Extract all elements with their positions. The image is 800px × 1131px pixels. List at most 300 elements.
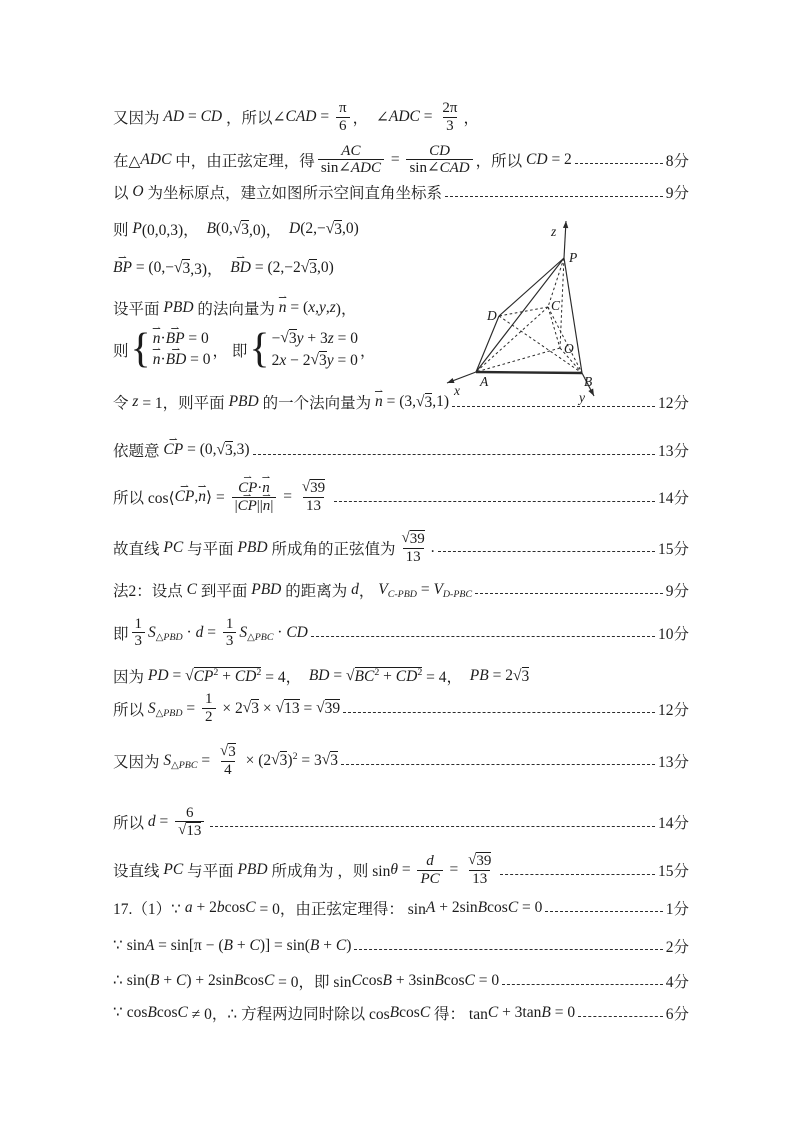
denominator	[336, 117, 350, 135]
denominator	[232, 497, 277, 515]
radical-sign: √	[185, 666, 194, 684]
math-variable: C	[177, 1003, 188, 1021]
math-variable: a	[184, 898, 193, 916]
text-run: ,0)	[342, 220, 359, 238]
radicand: 3	[319, 352, 327, 370]
solution-line	[113, 665, 689, 687]
denominator	[469, 870, 490, 888]
radicand: 39	[476, 853, 492, 870]
text-run: cos	[443, 971, 465, 989]
figure-hidden-edge-CD	[499, 307, 548, 316]
text-run: 所成角为 ，则 sin	[267, 863, 391, 881]
figure-edge-AB	[476, 372, 582, 373]
text-run: ,	[315, 299, 319, 317]
text-run: = 2	[547, 150, 572, 168]
math-variable: C	[487, 1003, 499, 1021]
solution-line	[113, 970, 689, 992]
vector: BP ⇀	[113, 259, 132, 277]
numerator	[223, 616, 237, 633]
equation-row	[272, 329, 358, 348]
superscript: 2	[417, 666, 423, 678]
radical-sign: √	[173, 258, 183, 276]
text-run: 又因为	[113, 110, 164, 128]
solution-line	[113, 743, 689, 779]
math-variable: B	[382, 971, 392, 989]
radical-sign: √	[401, 529, 410, 546]
text-run: =	[397, 861, 415, 879]
figure-label-C: C	[551, 298, 561, 313]
text-run: =	[168, 667, 186, 685]
equation-system	[249, 325, 359, 372]
radicand: 3	[251, 700, 260, 718]
text-run: ，	[352, 110, 376, 128]
text-run: 则	[113, 222, 133, 240]
score-label: 6分	[665, 1005, 689, 1023]
vector: CP ⇀	[175, 488, 195, 506]
fraction	[232, 480, 277, 515]
solution-content	[113, 0, 689, 1024]
text-run: 4	[224, 761, 232, 778]
text-run: ，	[463, 110, 479, 128]
text-run: +	[379, 667, 396, 685]
math-variable: AD	[163, 108, 185, 126]
math-variable: B	[434, 971, 444, 989]
denominator	[223, 632, 237, 650]
text-run: +	[159, 971, 176, 989]
fraction	[417, 853, 442, 888]
solution-line	[113, 805, 689, 841]
text-run: 因为	[113, 669, 148, 687]
score-label: 4分	[665, 973, 689, 991]
text-run: = (	[286, 299, 309, 317]
text-run: π	[339, 100, 347, 116]
subscript: △PBC	[171, 760, 198, 772]
text-run: = 1，则平面	[138, 395, 229, 413]
radical-sign: √	[216, 440, 225, 458]
math-variable: CD	[429, 142, 450, 159]
text-run: ·	[182, 623, 196, 641]
numerator	[399, 530, 428, 548]
subscript: C-PBD	[387, 589, 417, 601]
math-variable: P	[132, 220, 142, 238]
score-label: 12分	[657, 701, 689, 719]
radical-sign: √	[416, 392, 425, 410]
radical-sign: √	[232, 219, 242, 237]
text-run: 的一个法向量为	[258, 395, 375, 413]
math-variable: AC	[341, 142, 361, 159]
text-run: 中，由正弦定理，得	[171, 152, 315, 170]
text-run: =	[299, 699, 317, 717]
numerator	[202, 691, 216, 708]
text-run: 法2：设点	[113, 582, 187, 600]
math-variable: BC	[354, 667, 375, 685]
numerator	[336, 100, 350, 117]
math-variable: C	[351, 971, 362, 989]
text-run: 3	[446, 117, 454, 134]
text-run: 以	[113, 185, 133, 203]
math-variable: B	[206, 220, 216, 238]
text-run: ∴ sin(	[113, 972, 150, 990]
sqrt	[416, 393, 432, 412]
vector: BD ⇀	[166, 351, 187, 369]
text-run: ⟩ =	[206, 488, 229, 506]
vector: n ⇀	[279, 299, 287, 317]
math-variable: B	[150, 971, 160, 989]
radical-sign: √	[219, 742, 229, 759]
solution-line	[113, 852, 689, 888]
math-variable: CD	[395, 667, 418, 685]
radical-sign: √	[280, 329, 289, 347]
score-label: 9分	[665, 582, 689, 600]
text-run: (0,0,3)，	[141, 222, 207, 240]
text-run: 13	[405, 548, 421, 565]
math-variable: PBD	[237, 861, 268, 879]
text-run: ·	[273, 623, 287, 641]
math-variable: CD	[200, 108, 223, 126]
figure-label-x: x	[454, 383, 460, 398]
subscript: D-PBC	[442, 589, 473, 601]
text-run: = (0,	[183, 441, 217, 459]
dotted-leader	[475, 591, 663, 594]
score-label: 2分	[665, 938, 689, 956]
text-run: ×	[259, 699, 276, 717]
denominator	[303, 497, 324, 515]
text-run: 与平面	[183, 863, 238, 881]
figure-axis-arrowhead-y	[588, 389, 594, 396]
radicand	[194, 667, 262, 686]
math-variable: y	[318, 299, 326, 317]
text-run: )	[287, 751, 293, 769]
text-run: 得： tan	[430, 1005, 488, 1023]
superscript: 2	[256, 666, 262, 678]
text-run: cos	[399, 1003, 420, 1021]
text-run: 2π	[442, 100, 458, 116]
text-run: 设直线	[113, 863, 164, 881]
fraction	[318, 143, 384, 178]
text-run: cos	[224, 898, 246, 916]
text-run: +	[319, 936, 336, 954]
text-run: 6	[186, 804, 194, 821]
math-variable: V	[378, 580, 388, 598]
text-run: ，所以	[475, 152, 527, 170]
text-run: − 2	[286, 351, 311, 369]
sqrt	[302, 479, 325, 497]
text-run: +	[218, 667, 235, 685]
math-variable: V	[433, 580, 443, 598]
solution-line	[113, 100, 689, 135]
subscript: △PBD	[155, 632, 183, 644]
figure-axis-arrowhead-z	[563, 221, 568, 228]
figure-label-A: A	[480, 374, 489, 389]
text-run: 设平面	[113, 301, 164, 319]
math-variable: A	[425, 898, 436, 916]
vector: n ⇀	[263, 498, 271, 515]
text-run: 所以	[113, 815, 148, 833]
score-label: 1分	[665, 900, 689, 918]
math-variable: S	[163, 751, 172, 769]
text-run: =	[197, 751, 214, 769]
text-run: ,	[194, 488, 199, 506]
math-variable: S	[239, 623, 248, 641]
numerator	[183, 805, 197, 822]
math-variable: PBD	[163, 299, 194, 317]
text-run: = 0	[333, 351, 358, 369]
math-variable: B	[233, 971, 244, 989]
math-variable: C	[263, 971, 275, 989]
text-run: = (0,−	[131, 259, 174, 277]
vector: CP ⇀	[163, 441, 183, 459]
text-run: ·	[160, 351, 166, 369]
dotted-leader	[445, 194, 663, 197]
text-run: + 3tan	[498, 1003, 542, 1021]
math-variable: CD	[526, 150, 548, 168]
vector: n ⇀	[375, 393, 383, 411]
fraction	[217, 743, 239, 779]
dotted-leader	[341, 762, 655, 765]
vector: n ⇀	[153, 351, 161, 369]
text-run: )	[346, 936, 352, 954]
equation-system	[130, 325, 211, 372]
radicand: 3	[334, 220, 343, 238]
figure-label-D: D	[487, 308, 497, 323]
math-variable: C	[335, 936, 347, 954]
text-run: = 3	[297, 751, 322, 769]
math-variable: C	[419, 1003, 431, 1021]
dotted-leader	[210, 824, 655, 827]
math-variable: ADC	[388, 108, 420, 126]
text-run: = 0，由正弦定理得： sin	[255, 900, 426, 918]
radicand: 13	[284, 700, 300, 718]
math-variable: z	[132, 393, 139, 411]
math-variable: O	[132, 183, 144, 201]
text-run: ，	[358, 582, 379, 600]
radicand: 3	[521, 667, 530, 685]
denominator	[443, 117, 457, 135]
text-run: + 2	[192, 898, 217, 916]
text-run: × 2	[218, 699, 243, 717]
text-run: +	[233, 936, 250, 954]
figure-edge-AD	[476, 316, 499, 372]
text-run: 令	[113, 395, 133, 413]
fraction	[465, 852, 494, 888]
text-run: + 3	[303, 329, 328, 347]
radicand: 39	[310, 480, 326, 497]
text-run: cos	[243, 971, 264, 989]
text-run: ，	[360, 342, 376, 360]
math-variable: PBD	[228, 393, 259, 411]
sqrt	[310, 351, 326, 370]
figure-label-y: y	[579, 390, 585, 405]
math-variable: y	[296, 329, 304, 347]
radical-sign: √	[325, 219, 335, 237]
text-run: = 4，	[422, 669, 470, 687]
text-run: =	[445, 861, 463, 879]
denominator	[175, 821, 204, 840]
text-run: cos	[361, 971, 383, 989]
radical-sign: √	[178, 822, 187, 839]
text-run: 1	[205, 691, 213, 708]
text-run: 3	[134, 633, 143, 650]
denominator	[132, 632, 146, 650]
radical-sign: √	[321, 751, 331, 769]
radicand: 3	[330, 752, 339, 770]
text-run: ,0)	[317, 259, 334, 277]
dotted-leader	[253, 452, 655, 455]
text-run: 到平面	[196, 582, 252, 600]
text-run: 所以 cos⟨	[113, 490, 175, 508]
math-variable: S	[148, 623, 156, 641]
text-run: sin∠	[320, 160, 351, 177]
solution-line	[113, 616, 689, 651]
text-run: 13	[472, 871, 488, 888]
sqrt	[280, 329, 296, 348]
denominator	[221, 761, 235, 779]
text-run: 故直线	[113, 540, 164, 558]
radicand: 3	[424, 393, 433, 411]
math-variable: d	[195, 623, 204, 641]
text-run: 6	[339, 117, 347, 134]
numerator	[465, 852, 494, 870]
radicand: 3	[288, 330, 297, 348]
radical-sign: √	[468, 852, 477, 869]
text-run: =	[316, 108, 333, 126]
math-variable: C	[464, 971, 475, 989]
dotted-leader	[502, 982, 663, 985]
fraction	[175, 805, 204, 841]
text-run: = 2	[488, 667, 513, 685]
numerator	[338, 143, 363, 160]
figure-label-z: z	[551, 224, 557, 239]
score-label: 13分	[657, 753, 689, 771]
figure-label-O: O	[564, 341, 574, 356]
text-run: ∵ sin	[113, 937, 145, 955]
math-variable: d	[426, 852, 434, 869]
denominator	[403, 548, 424, 566]
figure-label-B: B	[584, 374, 593, 389]
math-variable: C	[186, 580, 197, 598]
math-variable: B	[223, 936, 233, 954]
text-run: =	[416, 580, 434, 598]
text-run: 13	[305, 498, 321, 515]
math-variable: PC	[163, 538, 184, 556]
text-run: + 3sin	[392, 971, 435, 989]
radical-sign: √	[310, 351, 319, 369]
sqrt	[233, 220, 249, 239]
text-run: = 0，即 sin	[274, 973, 352, 991]
text-run: cos	[487, 898, 508, 916]
vector: n ⇀	[262, 480, 270, 497]
math-variable: CD	[286, 623, 308, 641]
sqrt	[468, 852, 491, 870]
dotted-leader	[343, 710, 655, 713]
sqrt-wide	[346, 667, 422, 686]
text-run: 又因为	[113, 753, 164, 771]
text-run: 所成角的正弦值为	[267, 540, 396, 558]
score-label: 10分	[657, 625, 689, 643]
text-run: ∠	[272, 108, 286, 126]
text-run: sin∠	[409, 160, 440, 177]
score-label: 13分	[657, 443, 689, 461]
text-run: 1	[134, 615, 143, 632]
math-variable: x	[279, 351, 287, 369]
dotted-leader	[578, 1014, 663, 1017]
text-run: =	[184, 108, 201, 126]
numerator	[426, 143, 453, 160]
equation-rows	[272, 329, 358, 370]
sqrt	[276, 699, 300, 718]
sqrt	[402, 530, 425, 548]
text-run: = (3,	[382, 393, 416, 411]
fraction	[399, 530, 428, 566]
radicand: 3	[309, 259, 317, 277]
text-run: ,3)	[232, 441, 250, 459]
math-variable: C	[175, 971, 187, 989]
math-variable: PB	[469, 667, 489, 685]
dotted-leader	[311, 634, 655, 637]
fraction	[223, 616, 237, 651]
score-label: 14分	[657, 490, 689, 508]
text-run: ) + 2sin	[186, 971, 234, 989]
text-run: = 0	[550, 1003, 576, 1021]
text-run: 3	[225, 633, 234, 650]
left-brace: {	[130, 325, 151, 372]
text-run: ||	[256, 497, 263, 514]
radicand	[355, 667, 423, 686]
radicand: 3	[279, 752, 288, 770]
sqrt-wide	[185, 667, 261, 686]
sqrt	[301, 259, 317, 278]
math-variable: CP	[193, 667, 214, 685]
text-run: 依题意	[113, 443, 164, 461]
math-variable: S	[147, 699, 156, 717]
math-variable: C	[249, 936, 260, 954]
text-run: ,1)	[432, 393, 450, 411]
math-variable: B	[389, 1003, 400, 1021]
solution-line	[113, 691, 689, 726]
text-run: =	[203, 623, 220, 641]
text-run: =	[182, 699, 200, 717]
text-run: = 0	[186, 351, 211, 369]
sqrt	[326, 220, 342, 239]
text-run: =	[155, 813, 173, 831]
math-variable: θ	[390, 861, 398, 879]
text-run: 与平面	[183, 540, 238, 558]
solution-line	[113, 181, 689, 203]
text-run: = 0	[474, 971, 500, 989]
radicand: 39	[324, 700, 341, 718]
numerator	[439, 100, 460, 117]
dotted-leader	[354, 947, 662, 950]
text-run: 17.（1）∵	[113, 900, 185, 918]
equation-row	[153, 330, 211, 348]
denominator	[417, 870, 442, 888]
dotted-leader	[438, 549, 655, 552]
text-run: = (2,−2	[250, 259, 301, 277]
sqrt	[178, 822, 201, 840]
math-variable: d	[147, 813, 156, 831]
math-variable: PC	[163, 861, 184, 879]
fraction	[439, 100, 460, 135]
text-run: ,	[325, 299, 330, 317]
sqrt	[174, 259, 190, 278]
dotted-leader	[575, 161, 663, 164]
radical-sign: √	[512, 666, 522, 684]
vector: BP ⇀	[166, 330, 185, 348]
math-variable: D	[289, 220, 301, 238]
numerator	[217, 743, 239, 761]
radical-sign: √	[301, 479, 311, 496]
radical-sign: √	[242, 699, 252, 717]
